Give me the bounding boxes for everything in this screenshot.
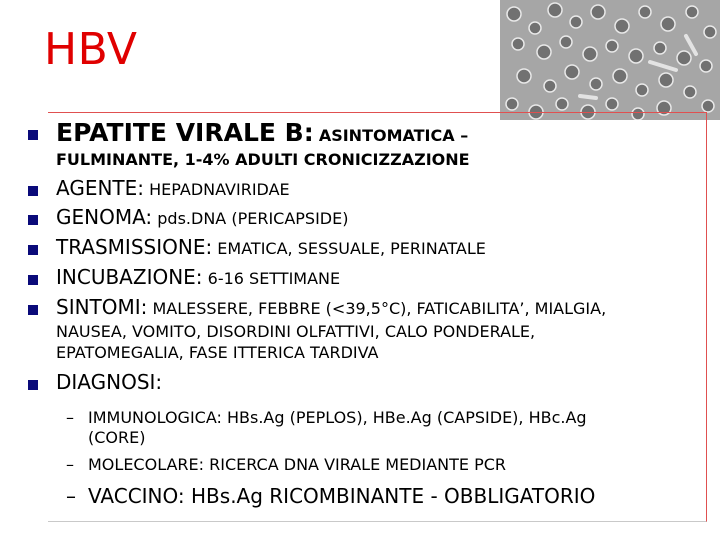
- item-continuation: NAUSEA, VOMITO, DISORDINI OLFATTIVI, CALO PONDERALE,: [56, 322, 536, 341]
- item-tail: EMATICA, SESSUALE, PERINATALE: [217, 239, 486, 258]
- bullet-icon: [28, 245, 38, 255]
- list-item: [56, 295, 606, 319]
- sub-item-continuation: (CORE): [88, 428, 146, 447]
- slide-title: HBV: [44, 24, 138, 75]
- dash-marker: –: [66, 408, 74, 427]
- list-item: [56, 176, 290, 200]
- sub-item: MOLECOLARE: RICERCA DNA VIRALE MEDIANTE PCR: [88, 455, 507, 474]
- bullet-icon: [28, 275, 38, 285]
- item-tail: ASINTOMATICA –: [318, 126, 469, 145]
- bullet-icon: [28, 186, 38, 196]
- dash-marker: –: [66, 455, 74, 474]
- item-head: SINTOMI:: [56, 295, 148, 319]
- list-item: [56, 205, 348, 229]
- item-head: AGENTE:: [56, 176, 145, 200]
- list-item: [56, 265, 340, 289]
- sub-item: IMMUNOLOGICA: HBs.Ag (PEPLOS), HBe.Ag (CAPSIDE), HBc.Ag: [88, 408, 587, 427]
- list-item: DIAGNOSI:: [56, 370, 163, 394]
- item-head: INCUBAZIONE:: [56, 265, 203, 289]
- item-continuation: FULMINANTE, 1-4% ADULTI CRONICIZZAZIONE: [56, 150, 470, 169]
- item-head: TRASMISSIONE:: [56, 235, 213, 259]
- bullet-icon: [28, 305, 38, 315]
- item-tail: HEPADNAVIRIDAE: [149, 180, 290, 199]
- item-head: GENOMA:: [56, 205, 153, 229]
- bullet-icon: [28, 130, 38, 140]
- item-tail: MALESSERE, FEBBRE (<39,5°C), FATICABILITA’, MIALGIA,: [152, 299, 607, 318]
- item-head: EPATITE VIRALE B:: [56, 118, 314, 147]
- list-item: [56, 118, 468, 147]
- bullet-icon: [28, 380, 38, 390]
- item-tail: pds.DNA (PERICAPSIDE): [157, 209, 349, 228]
- sub-item: VACCINO: HBs.Ag RICOMBINANTE - OBBLIGATORIO: [88, 484, 596, 508]
- list-item: [56, 235, 486, 259]
- dash-marker: –: [66, 484, 76, 508]
- item-continuation: EPATOMEGALIA, FASE ITTERICA TARDIVA: [56, 343, 379, 362]
- bullet-icon: [28, 215, 38, 225]
- item-tail: 6-16 SETTIMANE: [207, 269, 341, 288]
